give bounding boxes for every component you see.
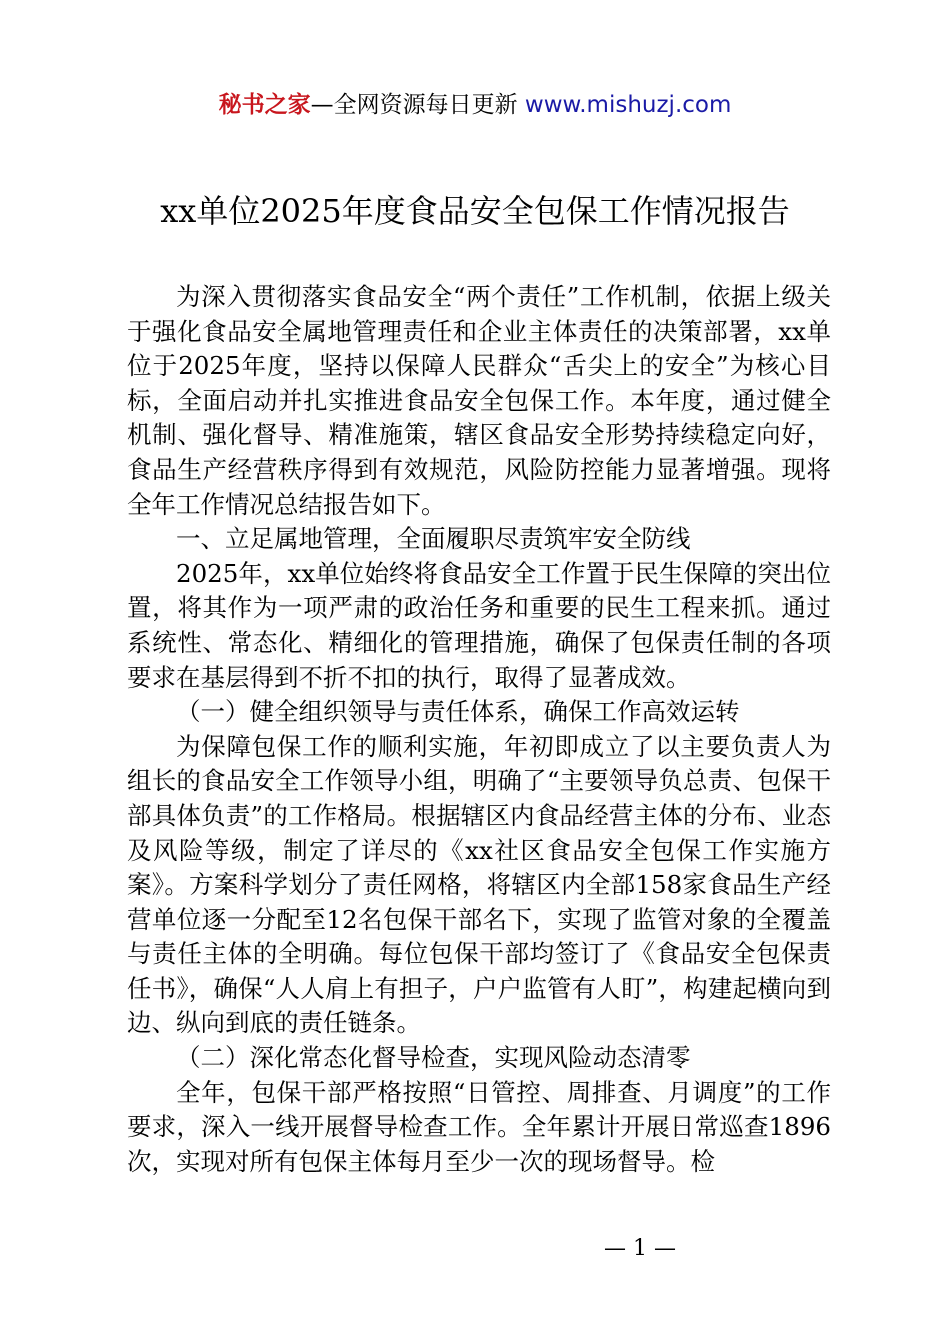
site-header (0, 88, 950, 122)
body-paragraph: 2025年，xx单位始终将食品安全工作置于民生保障的突出位置，将其作为一项严肃的政治任务和重要的民生工程来抓。通过系统性、常态化、精细化的管理措施，确保了包保责任制的各项要求在基层得到不折不扣的执行，取得了显著成效。 (127, 558, 831, 692)
section-heading-1: 一、立足属地管理，全面履职尽责筑牢安全防线 (176, 524, 691, 554)
site-url-link[interactable]: www.mishuzj.com (524, 92, 732, 118)
body-paragraph: 为保障包保工作的顺利实施，年初即成立了以主要负责人为组长的食品安全工作领导小组，明确了“主要领导负总责、包保干部具体负责”的工作格局。根据辖区内食品经营主体的分布、业态及风险等级，制定了详尽的《xx社区食品安全包保工作实施方案》。方案科学划分了责任网格，将辖区内全部158家食品生产经营单位逐一分配至12名包保干部名下，实现了监管对象的全覆盖与责任主体的全明确。每位包保干部均签订了《食品安全包保责任书》，确保“人人肩上有担子，户户监管有人盯”，构建起横向到边、纵向到底的责任链条。 (127, 731, 831, 1038)
document-title: xx单位2025年度食品安全包保工作情况报告 (160, 192, 790, 230)
intro-paragraph: 为深入贯彻落实食品安全“两个责任”工作机制，依据上级关于强化食品安全属地管理责任和企业主体责任的决策部署，xx单位于2025年度，坚持以保障人民群众“舌尖上的安全”为核心目标，全面启动并扎实推进食品安全包保工作。本年度，通过健全机制、强化督导、精准施策，辖区食品安全形势持续稳定向好，食品生产经营秩序得到有效规范，风险防控能力显著增强。现将全年工作情况总结报告如下。 (127, 282, 831, 519)
subsection-heading-1: （一）健全组织领导与责任体系，确保工作高效运转 (176, 697, 740, 727)
page-number: — 1 — (604, 1236, 676, 1261)
header-slogan: —全网资源每日更新 (310, 92, 518, 118)
body-paragraph: 全年，包保干部严格按照“日管控、周排查、月调度”的工作要求，深入一线开展督导检查工作。全年累计开展日常巡查1896次，实现对所有包保主体每月至少一次的现场督导。检 (127, 1077, 831, 1176)
brand-name: 秘书之家 (218, 92, 311, 118)
subsection-heading-2: （二）深化常态化督导检查，实现风险动态清零 (176, 1043, 691, 1073)
document-body (127, 280, 831, 1179)
